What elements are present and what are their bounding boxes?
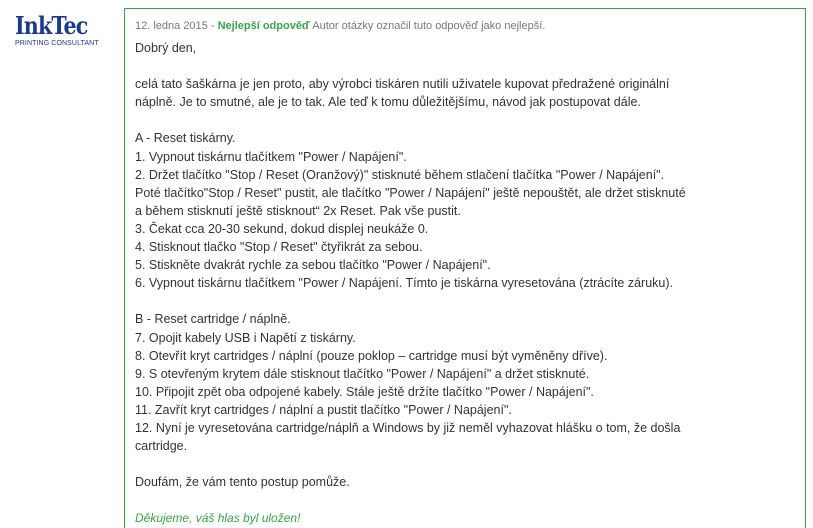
intro-line: celá tato šaškárna je jen proto, aby výrobci tiskáren nutili uživatele kupovat předražené originální — [135, 77, 670, 92]
best-answer-label: Nejlepší odpověď — [217, 20, 310, 32]
vote-thanks-message: Děkujeme, váš hlas byl uložen! — [135, 511, 301, 526]
greeting: Dobrý den, — [135, 41, 197, 55]
instruction-line: 5. Stiskněte dvakrát rychle za sebou tlačítko "Power / Napájení". — [135, 258, 491, 273]
instruction-line: 1. Vypnout tiskárnu tlačítkem "Power / Napájení". — [135, 149, 407, 164]
section-b-heading: B - Reset cartridge / náplně. — [135, 312, 291, 327]
instruction-line: a během stisknutí ještě stisknout“ 2x Reset. Pak vše pustit. — [135, 203, 461, 218]
closing-line: Doufám, že vám tento postup pomůže. — [135, 475, 350, 490]
instruction-line: 10. Připojit zpět oba odpojené kabely. Stále ještě držíte tlačítko "Power / Napájení". — [135, 384, 594, 399]
instruction-line: 9. S otevřeným krytem dále stisknout tlačítko "Power / Napájení" a držet stisknuté. — [135, 366, 590, 381]
answer-body — [135, 39, 695, 528]
instruction-line: 12. Nyní je vyresetována cartridge/náplň a Windows by již neměl vyhazovat hlášku o tom, že došla — [135, 420, 681, 435]
meta-separator: - — [207, 20, 218, 32]
best-answer-note: Autor otázky označil tuto odpověď jako nejlepší. — [309, 20, 546, 32]
answer-date: 12. ledna 2015 — [135, 20, 208, 32]
instruction-line: 8. Otevřít kryt cartridges / náplní (pouze poklop – cartridge musí být vyměněny dříve). — [135, 348, 608, 363]
intro-line: náplně. Je to smutné, ale je to tak. Ale teď k tomu důležitějšímu, návod jak postupovat dále. — [135, 95, 641, 110]
instruction-line: 11. Zavřít kryt cartridges / náplní a pustit tlačítko "Power / Napájení". — [135, 402, 512, 417]
instruction-line: cartridge. — [135, 439, 188, 454]
section-a-heading: A - Reset tiskárny. — [135, 131, 236, 146]
answer-meta — [135, 19, 545, 33]
instruction-line: 2. Držet tlačítko "Stop / Reset (Oranžový)" stisknuté během stlačení tlačítka "Power / Napájení". — [135, 167, 665, 182]
instruction-line: Poté tlačítko"Stop / Reset" pustit, ale tlačítko "Power / Napájení" ještě nepouštět, ale držet stisknuté — [135, 185, 686, 200]
instruction-line: 3. Čekat cca 20-30 sekund, dokud displej neukáže 0. — [135, 221, 429, 236]
instruction-line: 4. Stisknout tlačko "Stop / Reset" čtyřikrát za sebou. — [135, 240, 423, 255]
logo-tagline: PRINTING CONSULTANT — [15, 40, 99, 47]
instruction-line: 6. Vypnout tiskárnu tlačítkem "Power / Napájení. Tímto je tiskárna vyresetována (ztrácíte záruku). — [135, 276, 674, 291]
logo-brand: InkTec — [15, 11, 88, 40]
instruction-line: 7. Opojit kabely USB i Napětí z tiskárny. — [135, 330, 356, 345]
inktec-logo — [15, 11, 99, 48]
